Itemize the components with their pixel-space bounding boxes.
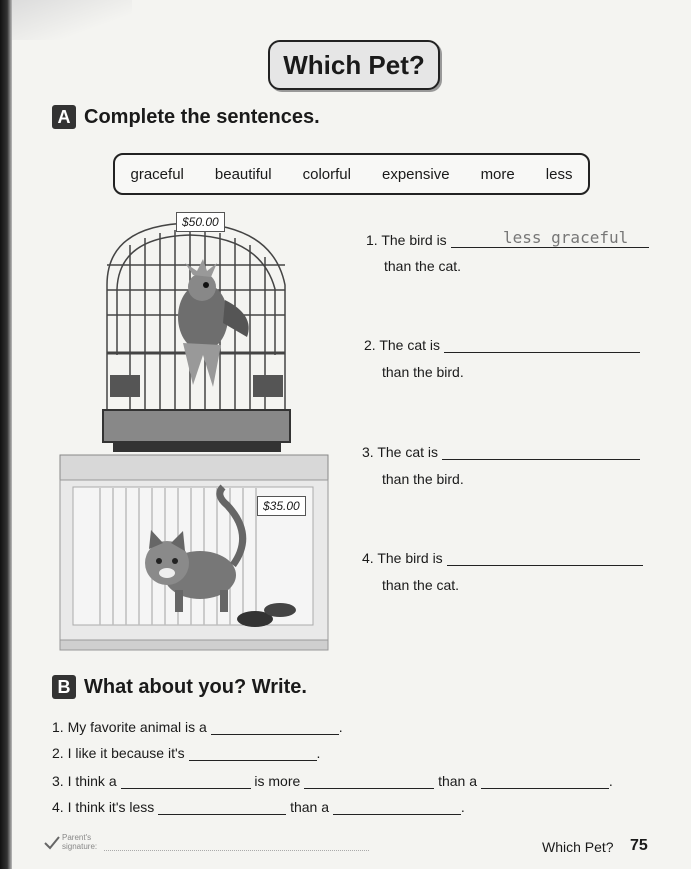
question-start: The cat is <box>379 337 441 353</box>
footer-page-title: Which Pet? <box>542 839 614 855</box>
page-shadow <box>12 0 132 40</box>
section-b-heading <box>52 675 307 699</box>
question-1-end: than the cat. <box>384 258 462 274</box>
question-3-end: than the bird. <box>382 471 464 487</box>
word-bank-item: expensive <box>382 165 450 183</box>
answer-blank[interactable] <box>158 800 286 815</box>
write-item-3 <box>52 773 613 789</box>
answer-blank[interactable] <box>444 338 640 353</box>
item-number: 3. <box>52 773 64 789</box>
water-bowl <box>264 603 296 617</box>
item-number: 2. <box>52 745 64 761</box>
answer-blank[interactable] <box>121 774 251 789</box>
page-number: 75 <box>630 837 648 854</box>
question-number: 2. <box>364 337 376 353</box>
period: . <box>316 745 321 761</box>
question-4 <box>362 550 643 566</box>
section-a-heading <box>52 105 320 129</box>
cage-feeder <box>110 375 140 397</box>
word-bank-item: colorful <box>302 165 351 183</box>
book-spine <box>0 0 12 869</box>
word-bank-item: more <box>480 165 515 183</box>
write-item-1 <box>52 719 343 735</box>
parrot-icon <box>178 259 249 387</box>
section-b-badge: B <box>52 675 76 699</box>
word-bank <box>113 153 590 195</box>
item-text: I like it because it's <box>67 745 185 761</box>
answer-blank[interactable] <box>447 551 643 566</box>
cage-tray <box>103 410 290 442</box>
word-bank-item: beautiful <box>214 165 272 183</box>
question-number: 3. <box>362 444 374 460</box>
cabinet-foot <box>60 640 328 650</box>
page-title <box>268 40 440 90</box>
word-bank-item: less <box>545 165 573 183</box>
cat-price-tag: $35.00 <box>257 496 306 516</box>
item-text: I think a <box>67 773 117 789</box>
word-bank-item: graceful <box>130 165 184 183</box>
answer-blank[interactable] <box>304 774 434 789</box>
answer-blank[interactable] <box>442 445 640 460</box>
item-number: 1. <box>52 719 64 735</box>
question-number: 1. <box>366 232 378 248</box>
signature-label <box>62 833 97 851</box>
period: . <box>608 773 613 789</box>
write-item-4 <box>52 799 465 815</box>
answer-blank[interactable] <box>211 720 339 735</box>
cage-base <box>113 442 281 452</box>
item-text: I think it's less <box>67 799 155 815</box>
item-text: is more <box>254 773 301 789</box>
handwritten-answer: less graceful <box>503 228 629 247</box>
item-number: 4. <box>52 799 64 815</box>
question-4-end: than the cat. <box>382 577 460 593</box>
period: . <box>460 799 465 815</box>
signature-label-line-2: signature: <box>62 842 98 851</box>
item-text: My favorite animal is a <box>67 719 207 735</box>
section-a-title: Complete the sentences. <box>84 105 320 128</box>
question-start: The bird is <box>381 232 447 248</box>
signature-line[interactable] <box>104 850 369 851</box>
item-text: than a <box>438 773 478 789</box>
period: . <box>338 719 343 735</box>
section-a-badge: A <box>52 105 76 129</box>
cage-feeder <box>253 375 283 397</box>
write-item-2 <box>52 745 320 761</box>
answer-blank[interactable] <box>333 800 461 815</box>
question-3 <box>362 444 640 460</box>
question-start: The cat is <box>377 444 439 460</box>
pet-illustration <box>55 205 335 655</box>
signature-label-line-1: Parent's <box>62 833 92 842</box>
section-b-title: What about you? Write. <box>84 675 307 698</box>
question-start: The bird is <box>377 550 443 566</box>
answer-blank[interactable] <box>189 746 317 761</box>
page-title-text: Which Pet? <box>283 49 425 80</box>
question-2 <box>364 337 640 353</box>
question-2-end: than the bird. <box>382 364 464 380</box>
answer-blank[interactable] <box>481 774 609 789</box>
bird-price-tag: $50.00 <box>176 212 225 232</box>
question-number: 4. <box>362 550 374 566</box>
checkmark-icon <box>44 836 60 850</box>
item-text: than a <box>290 799 329 815</box>
